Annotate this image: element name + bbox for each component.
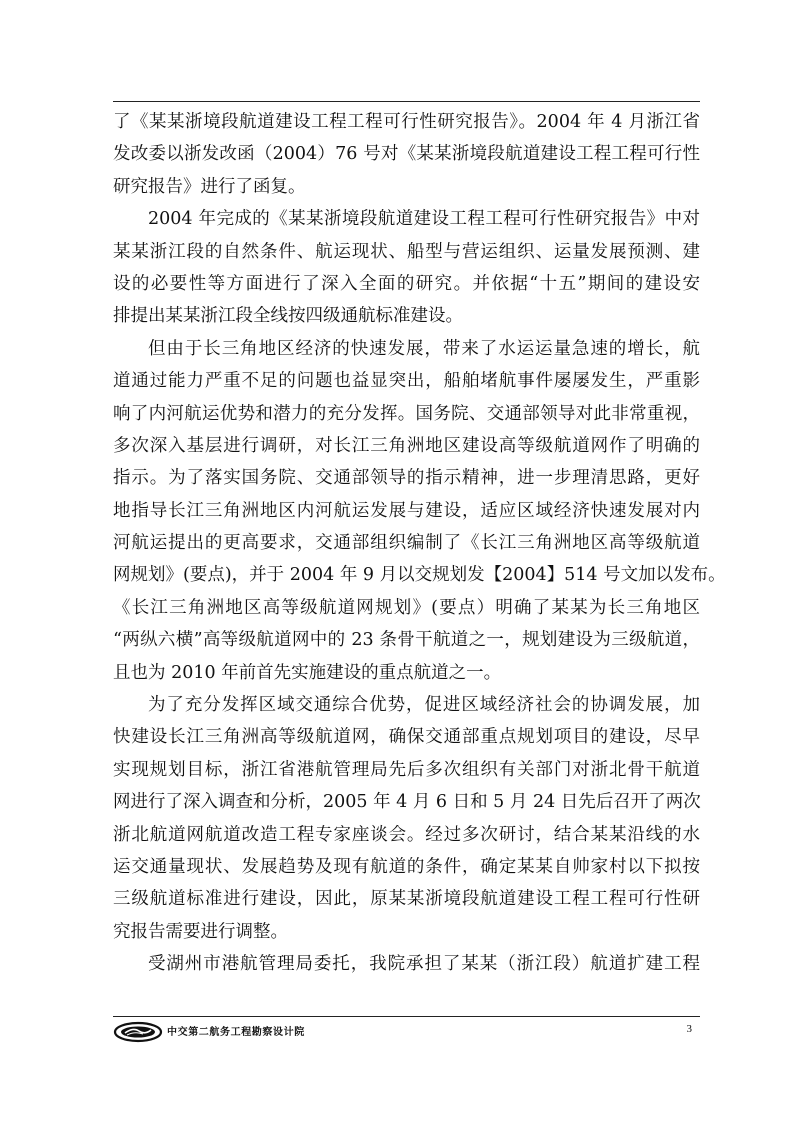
text-line: 响了内河航运优势和潜力的充分发挥。国务院、交通部领导对此非常重视， xyxy=(113,403,700,424)
text-line: 浙北航道网航道改造工程专家座谈会。经过多次研讨，结合某某沿线的水 xyxy=(113,824,700,845)
text-line: 2004 年完成的《某某浙境段航道建设工程工程可行性研究报告》中对 xyxy=(148,209,700,230)
paragraph xyxy=(113,203,700,333)
text-line: 指示。为了落实国务院、交通部领导的指示精神，进一步理清思路，更好 xyxy=(113,468,700,489)
page-footer xyxy=(113,1019,700,1045)
text-line: 道通过能力严重不足的问题也益显突出，船舶堵航事件屡屡发生，严重影 xyxy=(113,371,700,392)
header-rule xyxy=(113,101,700,102)
paragraph xyxy=(113,689,700,948)
paragraph xyxy=(113,948,700,980)
text-line: 排提出某某浙江段全线按四级通航标准建设。 xyxy=(113,306,463,327)
text-line: 受湖州市港航管理局委托，我院承担了某某（浙江段）航道扩建工程 xyxy=(148,954,700,975)
text-line: 设的必要性等方面进行了深入全面的研究。并依据“十五”期间的建设安 xyxy=(113,273,700,294)
paragraph xyxy=(113,106,700,203)
page-number: 3 xyxy=(686,1023,692,1035)
text-line: 为了充分发挥区域交通综合优势，促进区域经济社会的协调发展，加 xyxy=(148,695,700,716)
text-line: 三级航道标准进行建设，因此，原某某浙境段航道建设工程工程可行性研 xyxy=(113,889,700,910)
text-line: 发改委以浙发改函（2004）76 号对《某某浙境段航道建设工程工程可行性 xyxy=(113,144,700,165)
text-line: 究报告需要进行调整。 xyxy=(113,921,288,942)
text-line: 网进行了深入调查和分析，2005 年 4 月 6 日和 5 月 24 日先后召开了两次 xyxy=(113,792,701,813)
footer-organization: 中交第二航务工程勘察设计院 xyxy=(167,1027,305,1038)
institute-logo-icon xyxy=(113,1021,163,1043)
text-line: 但由于长三角地区经济的快速发展，带来了水运运量急速的增长，航 xyxy=(148,338,700,359)
text-line: 河航运提出的更高要求，交通部组织编制了《长江三角洲地区高等级航道 xyxy=(113,533,700,554)
text-line: 多次深入基层进行调研，对长江三角洲地区建设高等级航道网作了明确的 xyxy=(113,435,700,456)
text-line: 了《某某浙境段航道建设工程工程可行性研究报告》。2004 年 4 月浙江省 xyxy=(113,112,700,132)
text-line: 《长江三角洲地区高等级航道网规划》(要点）明确了某某为长三角地区 xyxy=(113,597,700,618)
document-body xyxy=(113,106,726,981)
text-line: 快建设长江三角洲高等级航道网，确保交通部重点规划项目的建设，尽早 xyxy=(113,727,700,748)
footer-rule xyxy=(113,1016,700,1017)
text-line: 研究报告》进行了函复。 xyxy=(113,176,306,197)
text-line: 且也为 2010 年前首先实施建设的重点航道之一。 xyxy=(113,662,502,683)
text-line: 网规划》(要点)，并于 2004 年 9 月以交规划发【2004】514 号文加以发布。 xyxy=(113,565,726,586)
text-line: “两纵六横”高等级航道网中的 23 条骨干航道之一，规划建设为三级航道， xyxy=(113,630,700,651)
text-line: 实现规划目标，浙江省港航管理局先后多次组织有关部门对浙北骨干航道 xyxy=(113,759,700,780)
text-line: 地指导长江三角洲地区内河航运发展与建设，适应区域经济快速发展对内 xyxy=(113,500,700,521)
paragraph xyxy=(113,333,726,689)
text-line: 运交通量现状、发展趋势及现有航道的条件，确定某某自帅家村以下拟按 xyxy=(113,856,700,877)
text-line: 某某浙江段的自然条件、航运现状、船型与营运组织、运量发展预测、建 xyxy=(113,241,700,262)
